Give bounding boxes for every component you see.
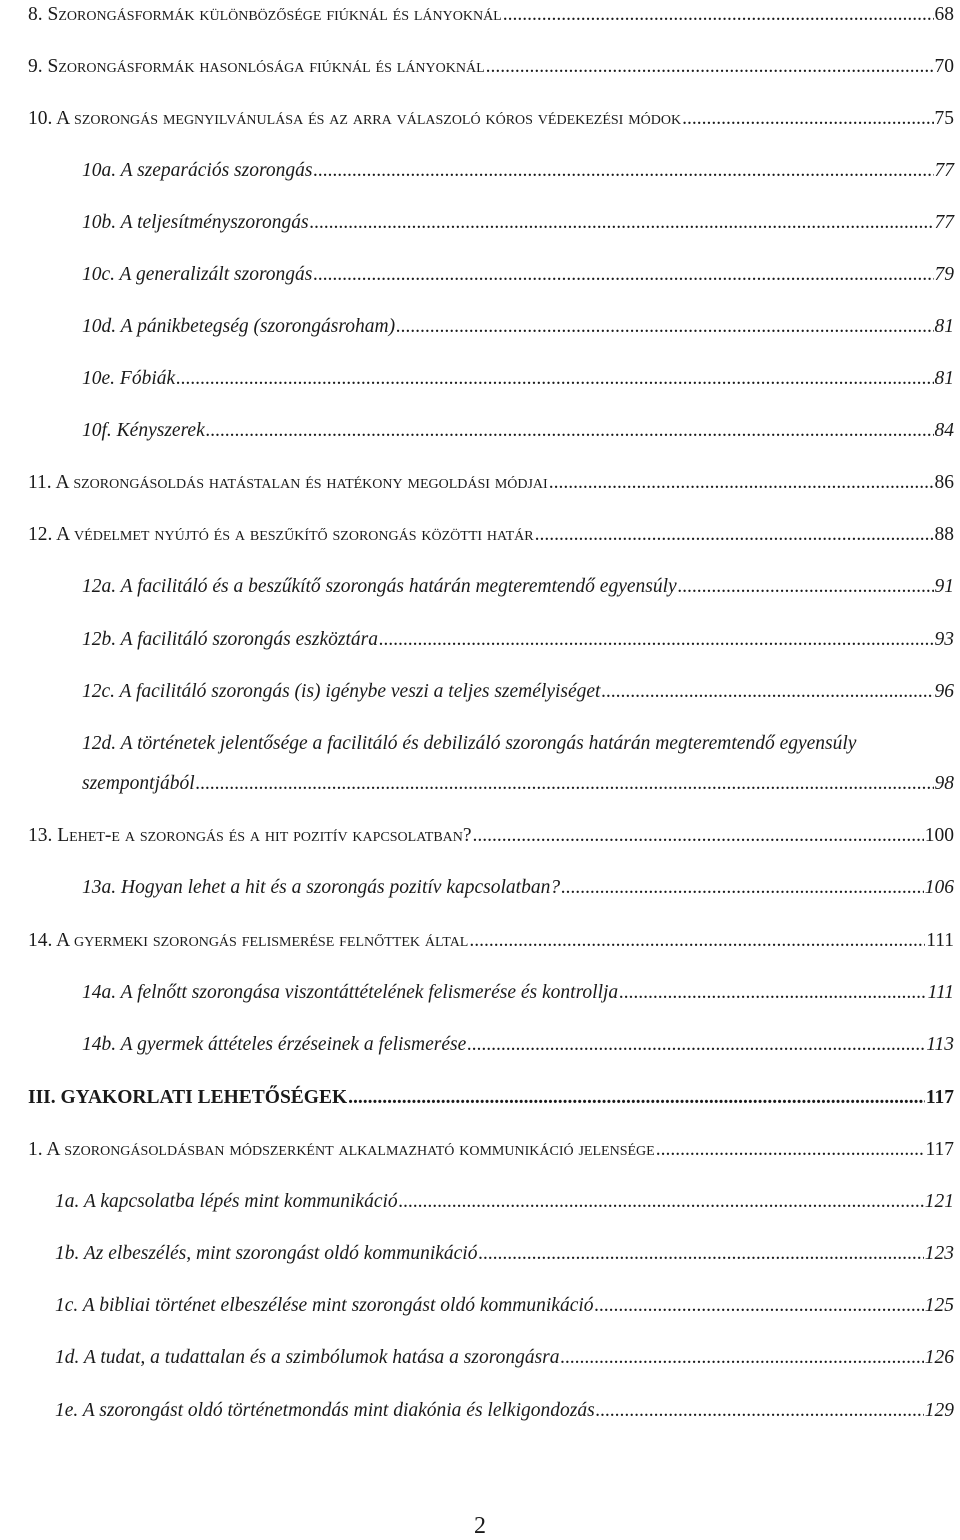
toc-entry [28,54,954,80]
toc-entry [28,1085,954,1111]
toc-entry [82,1032,954,1058]
toc-leader-dots [310,210,934,236]
toc-entry-page: 91 [934,576,954,597]
toc-entry-page: 68 [934,4,954,25]
toc-entry [28,470,954,496]
toc-entry-page: 86 [934,472,954,493]
toc-entry [82,679,954,705]
toc-entry-page: 111 [926,930,954,951]
toc-entry-12d-line1: 12d. A történetek jelentősége a facilitáló és debilizáló szorongás határán megteremtendő egyensúly [82,733,857,754]
toc-entry-text: 14b. A gyermek áttételes érzéseinek a felismerése [82,1034,467,1055]
toc-entry-text: 14a. A felnőtt szorongása viszontáttételének felismerése és kontrollja [82,982,619,1003]
page-number: 2 [474,1513,486,1539]
toc-leader-dots [348,1085,925,1111]
toc-entry-page: 117 [925,1139,954,1160]
toc-entry [82,210,954,236]
toc-entry-text: 10d. A pánikbetegség (szorongásroham) [82,316,396,337]
toc-leader-dots [601,679,933,705]
toc-leader-dots [313,262,933,288]
toc-leader-dots [176,366,933,392]
toc-leader-dots [595,1293,924,1319]
toc-entry-text: 10a. A szeparációs szorongás [82,160,313,181]
toc-entry-page: 88 [934,524,954,545]
toc-leader-dots [561,1345,924,1371]
toc-entry-12d-line2 [82,771,954,797]
toc-entry [55,1398,954,1424]
toc-entry-text: 8. Szorongásformák különbözősége fiúknál és lányoknál [28,4,502,25]
toc-entry-text: 9. Szorongásformák hasonlósága fiúknál és lányoknál [28,56,485,77]
toc-entry-text: 10. A szorongás megnyilvánulása és az arra válaszoló kóros védekezési módok [28,108,682,129]
toc-entry-page: 70 [934,56,954,77]
toc-entry-page: 129 [924,1400,954,1421]
toc-entry-page: 100 [924,825,954,846]
toc-entry-text: 13. Lehet-e a szorongás és a hit pozitív kapcsolatban? [28,825,472,846]
toc-entry-page: 113 [926,1034,954,1055]
toc-entry-text: 1. A szorongásoldásban módszerként alkalmazható kommunikáció jelensége [28,1139,655,1160]
toc-entry-text: 1a. A kapcsolatba lépés mint kommunikáció [55,1191,398,1212]
toc-entry-page: 81 [934,316,954,337]
toc-entry [82,875,954,901]
toc-leader-dots [399,1189,924,1215]
toc-entry-page: 84 [934,420,954,441]
toc-entry [82,418,954,444]
toc-entry-text: 13a. Hogyan lehet a hit és a szorongás pozitív kapcsolatban? [82,877,561,898]
toc-entry-text: 10f. Kényszerek [82,420,205,441]
toc-entry-page: 81 [934,368,954,389]
toc-leader-dots [478,1241,923,1267]
toc-entry-page: 121 [924,1191,954,1212]
toc-entry [28,928,954,954]
toc-entry-text: 10e. Fóbiák [82,368,176,389]
toc-leader-dots [535,522,934,548]
toc-entry-page: 123 [924,1243,954,1264]
toc-leader-dots [682,106,933,132]
toc-entry-text: 10b. A teljesítményszorongás [82,212,309,233]
toc-leader-dots [396,314,933,340]
toc-entry-text: 1e. A szorongást oldó történetmondás mint diakónia és lelkigondozás [55,1400,595,1421]
toc-entry-text: 14. A gyermeki szorongás felismerése felnőttek által [28,930,469,951]
toc-entry-page: 117 [925,1087,954,1108]
toc-entry [82,262,954,288]
toc-leader-dots [678,574,934,600]
toc-entry [82,314,954,340]
toc-leader-dots [619,980,926,1006]
toc-entry-page: 111 [927,982,954,1003]
toc-leader-dots [503,2,934,28]
toc-leader-dots [467,1032,925,1058]
toc-entry [82,574,954,600]
toc-leader-dots [549,470,934,496]
toc-entry-text: 12a. A facilitáló és a beszűkítő szorongás határán megteremtendő egyensúly [82,576,677,597]
toc-entry [28,106,954,132]
toc-entry-text: 1b. Az elbeszélés, mint szorongást oldó kommunikáció [55,1243,478,1264]
toc-entry-text: 12c. A facilitáló szorongás (is) igénybe veszi a teljes személyiséget [82,681,601,702]
toc-entry [55,1189,954,1215]
toc-entry-text: 12b. A facilitáló szorongás eszköztára [82,629,378,650]
toc-leader-dots [473,823,924,849]
toc-entry-text: 12. A védelmet nyújtó és a beszűkítő szorongás közötti határ [28,524,534,545]
toc-entry-text: III. GYAKORLATI LEHETŐSÉGEK [28,1087,348,1108]
toc-entry [55,1293,954,1319]
toc-entry-page: 98 [934,773,954,794]
toc-entry-page: 96 [934,681,954,702]
toc-leader-dots [561,875,924,901]
toc-entry [55,1345,954,1371]
toc-leader-dots [196,771,934,797]
toc-entry [28,1137,954,1163]
toc-leader-dots [656,1137,925,1163]
toc-entry-page: 126 [924,1347,954,1368]
toc-leader-dots [486,54,934,80]
toc-entry-page: 79 [934,264,954,285]
toc-entry-text: 1d. A tudat, a tudattalan és a szimbólumok hatása a szorongásra [55,1347,560,1368]
toc-entry-text: szempontjából [82,773,195,794]
toc-entry-page: 75 [934,108,954,129]
toc-leader-dots [206,418,934,444]
toc-entry [82,980,954,1006]
toc-entry-page: 106 [924,877,954,898]
toc-leader-dots [313,158,933,184]
toc-leader-dots [596,1398,924,1424]
toc-entry-page: 77 [934,212,954,233]
toc-entry [28,2,954,28]
toc-entry [82,366,954,392]
toc-leader-dots [379,627,934,653]
toc-entry-text: 1c. A bibliai történet elbeszélése mint szorongást oldó kommunikáció [55,1295,594,1316]
toc-entry-page: 125 [924,1295,954,1316]
toc-entry-text: 11. A szorongásoldás hatástalan és hatékony megoldási módjai [28,472,548,493]
toc-entry-text: 10c. A generalizált szorongás [82,264,313,285]
toc-entry-page: 77 [934,160,954,181]
toc-entry [28,522,954,548]
toc-entry [82,627,954,653]
toc-leader-dots [469,928,925,954]
toc-entry [82,158,954,184]
toc-entry [55,1241,954,1267]
toc-entry-page: 93 [934,629,954,650]
toc-entry [28,823,954,849]
